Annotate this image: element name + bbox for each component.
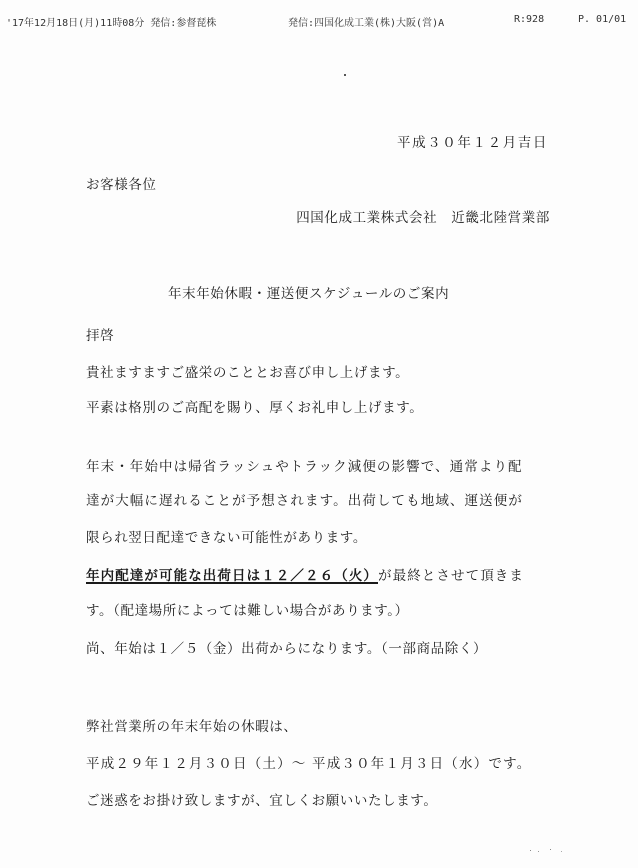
body-line-6: 尚、年始は１／５（金）出荷からになります。（一部商品除く） <box>86 641 488 657</box>
body-line-4 <box>86 567 524 585</box>
fax-timestamp-text: '17年12月18日(月)11時08分 <box>6 18 145 29</box>
closing-line: ご迷惑をお掛け致しますが、宜しくお願いいたします。 <box>86 793 438 809</box>
body-line-4-rest: が最終とさせて頂きま <box>378 568 524 584</box>
holiday-line-2: 平成２９年１２月３０日（土）～ 平成３０年１月３日（水）です。 <box>86 756 532 772</box>
body-line-3: 限られ翌日配達できない可能性があります。 <box>86 530 367 546</box>
fax-receiver: R:928 <box>514 14 545 25</box>
body-line-5: す。（配達場所によっては難しい場合があります。） <box>86 603 409 619</box>
scan-specks <box>528 848 568 854</box>
letter-addressee: お客様各位 <box>86 177 157 193</box>
fax-header <box>6 14 632 30</box>
letter-salutation: 拝啓 <box>86 328 115 344</box>
body-line-1: 年末・年始中は帰省ラッシュやトラック減便の影響で、通常より配 <box>86 459 523 475</box>
letter-title: 年末年始休暇・運送便スケジュールのご案内 <box>168 286 450 302</box>
letter-sender: 四国化成工業株式会社 近畿北陸営業部 <box>296 210 550 226</box>
greeting-line-1: 貴社ますますご盛栄のこととお喜び申し上げます。 <box>86 365 410 381</box>
greeting-line-2: 平素は格別のご高配を賜り、厚くお礼申し上げます。 <box>86 400 424 416</box>
letter-date: 平成３０年１２月吉日 <box>397 135 548 151</box>
fax-timestamp <box>6 14 216 29</box>
last-shipping-date-emphasis: 年内配達が可能な出荷日は１２／２６（火） <box>86 568 378 584</box>
fax-page-number: P. 01/01 <box>578 14 627 25</box>
scan-speck <box>344 74 346 76</box>
body-line-2: 達が大幅に遅れることが予想されます。出荷しても地域、運送便が <box>86 493 523 509</box>
holiday-line-1: 弊社営業所の年末年始の休暇は、 <box>86 719 298 735</box>
fax-source: 発信:参督琵株 <box>150 18 217 29</box>
fax-sender: 発信:四国化成工業(株)大阪(営)A <box>288 18 445 29</box>
